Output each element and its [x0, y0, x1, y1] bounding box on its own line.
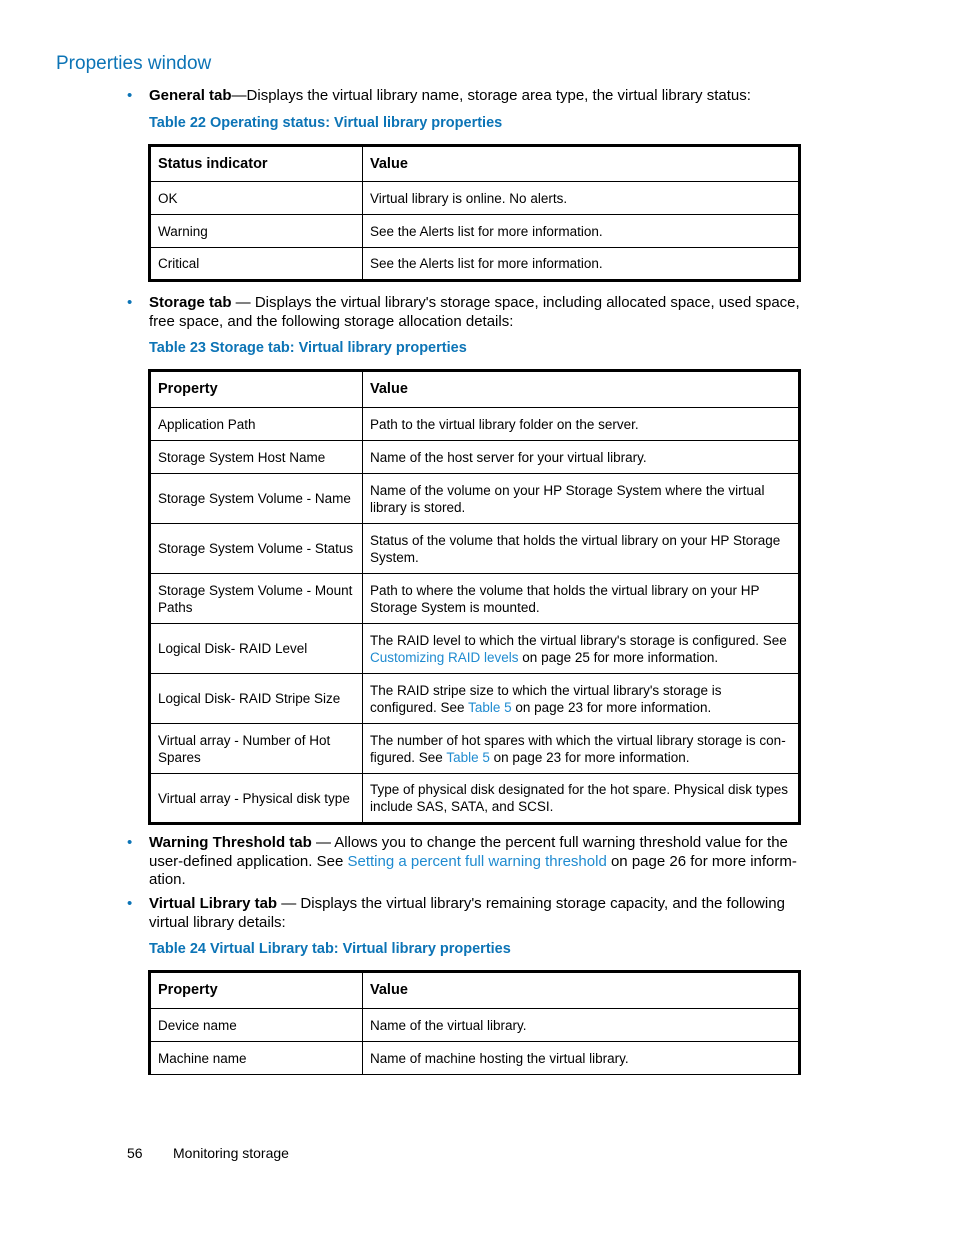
table-cell: Type of physical disk designated for the hot spare. Physical disk types include SAS, SATA, and SCSI.: [363, 774, 800, 824]
table-cell: Name of the volume on your HP Storage System where the virtual library is stored.: [363, 474, 800, 524]
table-cell: Logical Disk- RAID Stripe Size: [150, 674, 363, 724]
vlib-tab-label: Virtual Library tab: [149, 895, 278, 912]
bullet-storage-tab: [127, 294, 801, 331]
warning-threshold-link[interactable]: Setting a percent full warning threshold: [347, 852, 607, 870]
table-cell: [363, 624, 800, 674]
table-row: [150, 724, 800, 774]
table-row: [150, 524, 800, 574]
table-24-caption: Table 24 Virtual Library tab: Virtual library properties: [149, 941, 511, 957]
table-cell: OK: [150, 182, 363, 215]
cell-text: on page 25 for more information.: [518, 649, 719, 665]
warning-tab-label: Warning Threshold tab: [149, 834, 312, 851]
table-cell: Virtual array - Number of Hot Spares: [150, 724, 363, 774]
table-row: [150, 624, 800, 674]
table-cell: Path to the virtual library folder on the server.: [363, 408, 800, 441]
bullet-icon: •: [127, 895, 133, 912]
table-cell: Storage System Volume - Status: [150, 524, 363, 574]
table-header-cell: Status indicator: [150, 146, 363, 182]
footer-title: Monitoring storage: [173, 1145, 289, 1161]
table-header-cell: Value: [363, 972, 800, 1009]
warning-tab-text: — Allows you to change the percent full warning threshold value for the user-defined application. See: [149, 834, 788, 870]
general-tab-label: General tab: [149, 87, 232, 104]
storage-tab-text: — Displays the virtual library's storage space, including allocated space, used space, free space, and the following storage allocation details:: [149, 294, 800, 330]
table-row: [150, 674, 800, 724]
table-22-caption: Table 22 Operating status: Virtual library properties: [149, 115, 503, 131]
table-row: [150, 1042, 800, 1075]
cell-text: The number of hot spares with which the virtual library storage is con-figured. See: [370, 732, 786, 765]
cell-text: The RAID stripe size to which the virtual library's storage is configured. See: [370, 682, 722, 715]
cell-text: on page 23 for more information.: [489, 749, 690, 765]
table-cell: Virtual array - Physical disk type: [150, 774, 363, 824]
section-heading: Properties window: [56, 53, 212, 74]
bullet-virtual-library-tab: [127, 895, 801, 932]
table-cell: Device name: [150, 1009, 363, 1042]
table-row: [150, 774, 800, 824]
table-cell: Warning: [150, 215, 363, 248]
page-number: 56: [127, 1145, 143, 1161]
general-tab-text: —Displays the virtual library name, storage area type, the virtual library status:: [231, 87, 751, 104]
table-header-row: [150, 371, 800, 408]
table-23-caption: Table 23 Storage tab: Virtual library properties: [149, 340, 467, 356]
cell-text: The RAID level to which the virtual library's storage is configured. See: [370, 632, 787, 648]
table-header-row: [150, 146, 800, 182]
table-header-cell: Value: [363, 146, 800, 182]
table-5-link[interactable]: Table 5: [446, 749, 490, 765]
table-5-link[interactable]: Table 5: [468, 699, 512, 715]
vlib-tab-text: — Displays the virtual library's remaining storage capacity, and the following virtual library details:: [149, 895, 785, 931]
table-cell: [363, 724, 800, 774]
bullet-icon: •: [127, 294, 133, 311]
table-23: [148, 369, 801, 825]
table-cell: [363, 674, 800, 724]
table-cell: Storage System Volume - Name: [150, 474, 363, 524]
table-cell: Storage System Host Name: [150, 441, 363, 474]
storage-tab-label: Storage tab: [149, 294, 232, 311]
table-row: [150, 574, 800, 624]
table-cell: Machine name: [150, 1042, 363, 1075]
table-row: [150, 441, 800, 474]
table-header-cell: Property: [150, 972, 363, 1009]
table-cell: Logical Disk- RAID Level: [150, 624, 363, 674]
table-row: [150, 408, 800, 441]
table-row: [150, 215, 800, 248]
table-header-row: [150, 972, 800, 1009]
warning-tab-tail: on page 26 for more inform-ation.: [149, 852, 797, 888]
table-row: [150, 474, 800, 524]
table-24: [148, 970, 801, 1075]
table-cell: Critical: [150, 248, 363, 281]
table-header-cell: Value: [363, 371, 800, 408]
bullet-icon: •: [127, 87, 133, 104]
table-cell: Name of the virtual library.: [363, 1009, 800, 1042]
bullet-general-tab: [127, 87, 801, 106]
table-cell: Name of the host server for your virtual library.: [363, 441, 800, 474]
table-cell: Virtual library is online. No alerts.: [363, 182, 800, 215]
table-row: [150, 1009, 800, 1042]
table-22: [148, 144, 801, 282]
table-row: [150, 248, 800, 281]
table-cell: See the Alerts list for more information.: [363, 248, 800, 281]
table-row: [150, 182, 800, 215]
table-cell: Application Path: [150, 408, 363, 441]
bullet-warning-threshold-tab: [127, 834, 801, 890]
table-cell: Path to where the volume that holds the virtual library on your HP Storage System is mounted.: [363, 574, 800, 624]
cell-text: on page 23 for more information.: [511, 699, 712, 715]
customizing-raid-levels-link[interactable]: Customizing RAID levels: [370, 649, 519, 665]
table-cell: Name of machine hosting the virtual library.: [363, 1042, 800, 1075]
table-cell: Storage System Volume - Mount Paths: [150, 574, 363, 624]
table-cell: See the Alerts list for more information.: [363, 215, 800, 248]
table-cell: Status of the volume that holds the virtual library on your HP Storage System.: [363, 524, 800, 574]
bullet-icon: •: [127, 834, 133, 851]
table-header-cell: Property: [150, 371, 363, 408]
